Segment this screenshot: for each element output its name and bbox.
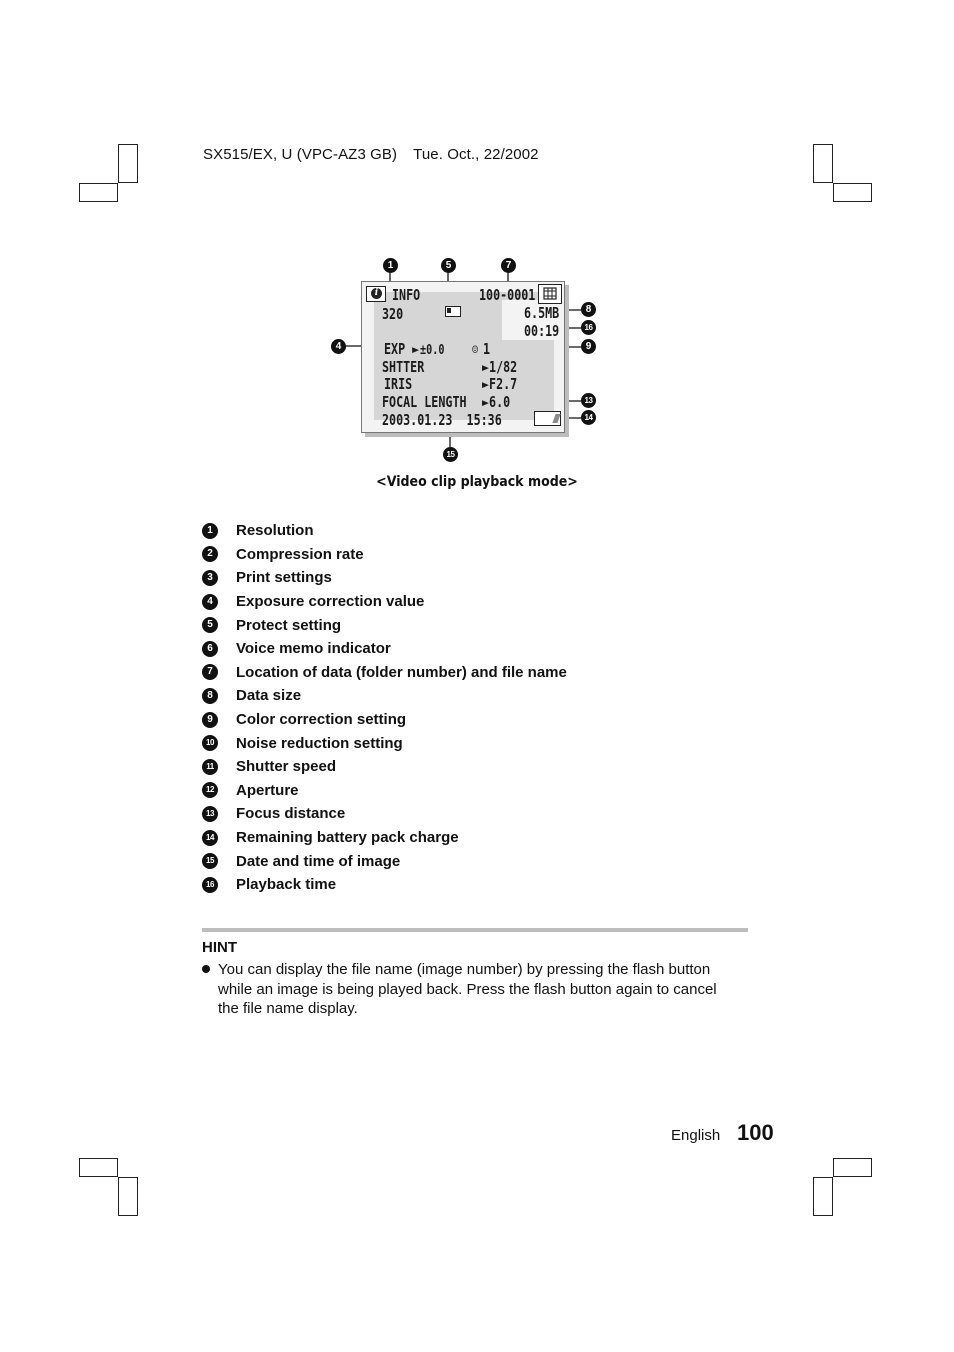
bullet-icon (202, 965, 210, 973)
footer-language: English (671, 1127, 721, 1144)
lcd-color: 1 (483, 340, 491, 358)
lcd-playback-time: 00:19 (524, 322, 560, 340)
legend-item: 2 Compression rate (202, 543, 762, 567)
callout-5: 5 (441, 258, 456, 273)
protect-icon (445, 306, 461, 317)
legend-item: 5 Protect setting (202, 613, 762, 637)
legend-item: 16 Playback time (202, 873, 762, 897)
legend-item: 14 Remaining battery pack charge (202, 826, 762, 850)
figure-caption: <Video clip playback mode> (376, 474, 578, 490)
legend-list (202, 519, 762, 897)
callout-13: 13 (581, 393, 596, 408)
lcd-shutter-value: ►1/82 (482, 358, 518, 376)
lcd-shutter-label: SHTTER (382, 358, 425, 376)
callout-4: 4 (331, 339, 346, 354)
info-icon: i (366, 286, 386, 302)
lcd-file-name: 100-0001 (479, 286, 536, 304)
lcd-exp-value: ±0.0 (420, 343, 445, 358)
lcd-exp-label: EXP ► (384, 340, 420, 358)
hint-line-3: the file name display. (218, 1000, 358, 1017)
legend-item: 9 Color correction setting (202, 708, 762, 732)
legend-item: 3 Print settings (202, 566, 762, 590)
lcd-title: INFO (392, 286, 421, 304)
legend-item: 1 Resolution (202, 519, 762, 543)
lcd-iris-value: ►F2.7 (482, 375, 518, 393)
date-text: Tue. Oct., 22/2002 (413, 146, 539, 163)
film-icon (538, 284, 562, 304)
lcd-resolution: 320 (382, 305, 404, 323)
lcd-data-size: 6.5MB (524, 304, 560, 322)
legend-item: 6 Voice memo indicator (202, 637, 762, 661)
hint-line-2: while an image is being played back. Press the flash button again to cancel (218, 980, 717, 998)
lcd-focal-value: ►6.0 (482, 393, 511, 411)
battery-icon (534, 411, 561, 426)
callout-9: 9 (581, 339, 596, 354)
page-number: 100 (737, 1120, 774, 1145)
lcd-datetime: 2003.01.23 15:36 (382, 411, 502, 429)
legend-item: 7 Location of data (folder number) and file name (202, 661, 762, 685)
model-text: SX515/EX, U (VPC-AZ3 GB) (203, 146, 398, 163)
lcd-focal-label: FOCAL LENGTH (382, 393, 467, 411)
callout-16: 16 (581, 320, 596, 335)
legend-item: 12 Aperture (202, 779, 762, 803)
lcd-screen (361, 281, 565, 433)
legend-item: 10 Noise reduction setting (202, 731, 762, 755)
lcd-iris-label: IRIS (384, 375, 413, 393)
legend-item: 4 Exposure correction value (202, 590, 762, 614)
hint-divider (202, 928, 748, 932)
hint-title: HINT (202, 939, 237, 956)
callout-1: 1 (383, 258, 398, 273)
hint-body (202, 960, 750, 1019)
legend-item: 8 Data size (202, 684, 762, 708)
hint-line-1: You can display the file name (image number) by pressing the flash button (218, 961, 711, 978)
legend-item: 11 Shutter speed (202, 755, 762, 779)
legend-item: 15 Date and time of image (202, 849, 762, 873)
callout-8: 8 (581, 302, 596, 317)
callout-15: 15 (443, 447, 458, 462)
callout-14: 14 (581, 410, 596, 425)
color-icon: ☺ (472, 343, 479, 358)
callout-7: 7 (501, 258, 516, 273)
legend-item: 13 Focus distance (202, 802, 762, 826)
